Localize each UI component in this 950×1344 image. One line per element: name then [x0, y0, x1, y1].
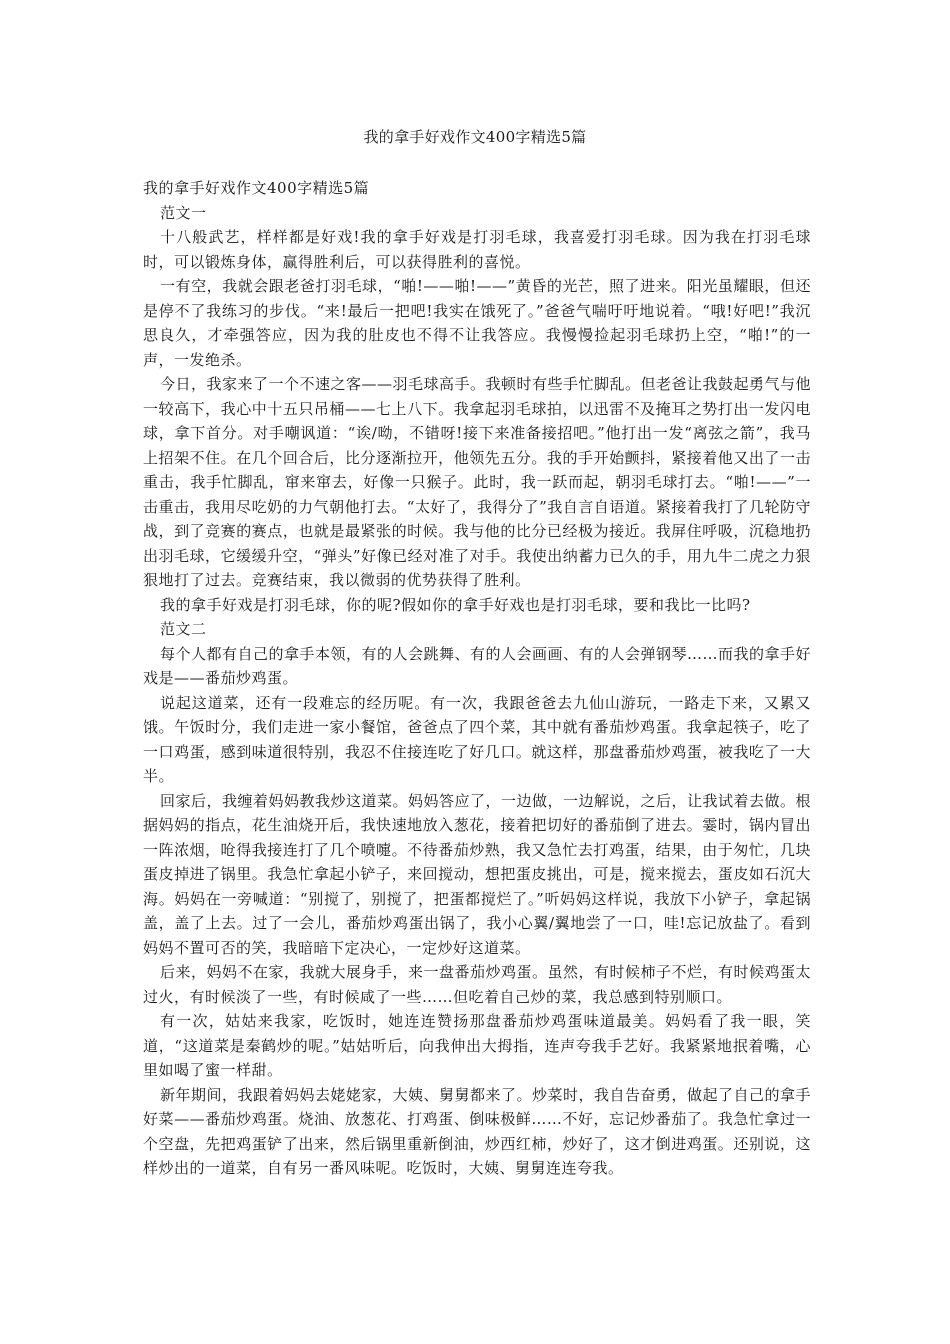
section-heading: 范文二 [160, 620, 207, 638]
paragraph: 回家后，我缠着妈妈教我炒这道菜。妈妈答应了，一边做，一边解说，之后，让我试着去做。根据妈妈的指点，花生油烧开后，我快速地放入葱花，接着把切好的番茄倒了进去。霎时，锅内冒出一阵浓烟，呛得我接连打了几个喷嚏。不待番茄炒熟，我又急忙去打鸡蛋，结果，由于匆忙，几块蛋皮掉进了锅里。我急忙拿起小铲子，来回搅动，想把蛋皮挑出，可是，搅来搅去，蛋皮如石沉大海。妈妈在一旁喊道：“别搅了，别搅了，把蛋都搅烂了。”听妈妈这样说，我放下小铲子，拿起锅盖，盖了上去。过了一会儿，番茄炒鸡蛋出锅了，我小心翼/翼地尝了一口，哇!忘记放盐了。看到妈妈不置可否的笑，我暗暗下定决心，一定炒好这道菜。 [143, 791, 812, 957]
section-heading: 范文一 [160, 203, 207, 222]
paragraph: 我的拿手好戏是打羽毛球，你的呢?假如你的拿手好戏也是打羽毛球，要和我比一比吗? [160, 595, 751, 614]
paragraph: 有一次，姑姑来我家，吃饭时，她连连赞扬那盘番茄炒鸡蛋味道最美。妈妈看了我一眼，笑道，“这道菜是秦鹤炒的呢。”姑姑听后，向我伸出大拇指，连声夸我手艺好。我紧紧地抿着嘴，心里如喝了蜜一样甜。 [143, 1012, 811, 1079]
paragraph: 说起这道菜，还有一段难忘的经历呢。有一次，我跟爸爸去九仙山游玩，一路走下来，又累又饿。午饭时分，我们走进一家小餐馆，爸爸点了四个菜，其中就有番茄炒鸡蛋。我拿起筷子，吃了一口鸡蛋，感到味道很特别，我忍不住接连吃了好几口。就这样，那盘番茄炒鸡蛋，被我吃了一大半。 [143, 693, 811, 785]
paragraph: 新年期间，我跟着妈妈去姥姥家，大姨、舅舅都来了。炒菜时，我自告奋勇，做起了自己的拿手好菜——番茄炒鸡蛋。烧油、放葱花、打鸡蛋、倒味极鲜……不好，忘记炒番茄了。我急忙拿过一个空盘，先把鸡蛋铲了出来，然后锅里重新倒油，炒西红柿，炒好了，这才倒进鸡蛋。还别说，这样炒出的一道菜，自有另一番风味呢。吃饭时，大姨、舅舅连连夸我。 [143, 1085, 812, 1177]
paragraph: 每个人都有自己的拿手本领，有的人会跳舞、有的人会画画、有的人会弹钢琴……而我的拿手好戏是——番茄炒鸡蛋。 [143, 644, 812, 687]
paragraph: 后来，妈妈不在家，我就大展身手，来一盘番茄炒鸡蛋。虽然，有时候柿子不烂，有时候鸡蛋太过火，有时候淡了一些，有时候咸了一些……但吃着自己炒的菜，我总感到特别顺口。 [143, 963, 812, 1006]
document-title: 我的拿手好戏作文400字精选5篇 [363, 128, 587, 146]
document-body [143, 176, 811, 1181]
paragraph: 十八般武艺，样样都是好戏!我的拿手好戏是打羽毛球，我喜爱打羽毛球。因为我在打羽毛球时，可以锻炼身体，赢得胜利后，可以获得胜利的喜悦。 [143, 228, 811, 271]
paragraph: 今日，我家来了一个不速之客——羽毛球高手。我顿时有些手忙脚乱。但老爸让我鼓起勇气与他一较高下，我心中十五只吊桶——七上八下。我拿起羽毛球拍，以迅雷不及掩耳之势打出一发闪电球，拿下首分。对手嘲讽道：“诶/呦，不错呀!接下来准备接招吧。”他打出一发“离弦之箭”，我马上招架不住。在几个回合后，比分逐渐拉开，他领先五分。我的手开始颤抖，紧接着他又出了一击重击，我手忙脚乱，窜来窜去，好像一只猴子。此时，我一跃而起，朝羽毛球打去。“啪!——”一击重击，我用尽吃奶的力气朝他打去。“太好了，我得分了”我自言自语道。紧接着我打了几轮防守战，到了竞赛的赛点，也就是最紧张的时候。我与他的比分已经极为接近。我屏住呼吸，沉稳地扔出羽毛球，它缓缓升空，“弹头”好像已经对准了对手。我使出纳蓄力已久的手，用九牛二虎之力狠狠地打了过去。竞赛结束，我以微弱的优势获得了胜利。 [143, 375, 812, 589]
paragraph: 一有空，我就会跟老爸打羽毛球，“啪!——啪!——”黄昏的光芒，照了进来。阳光虽耀眼，但还是停不了我练习的步伐。“来!最后一把吧!我实在饿死了。”爸爸气喘吁吁地说着。“哦!好吧!”我沉思良久，才牵强答应，因为我的肚皮也不得不让我答应。我慢慢捡起羽毛球扔上空，“啪!”的一声，一发绝杀。 [143, 277, 811, 369]
document-subtitle: 我的拿手好戏作文400字精选5篇 [143, 179, 370, 197]
